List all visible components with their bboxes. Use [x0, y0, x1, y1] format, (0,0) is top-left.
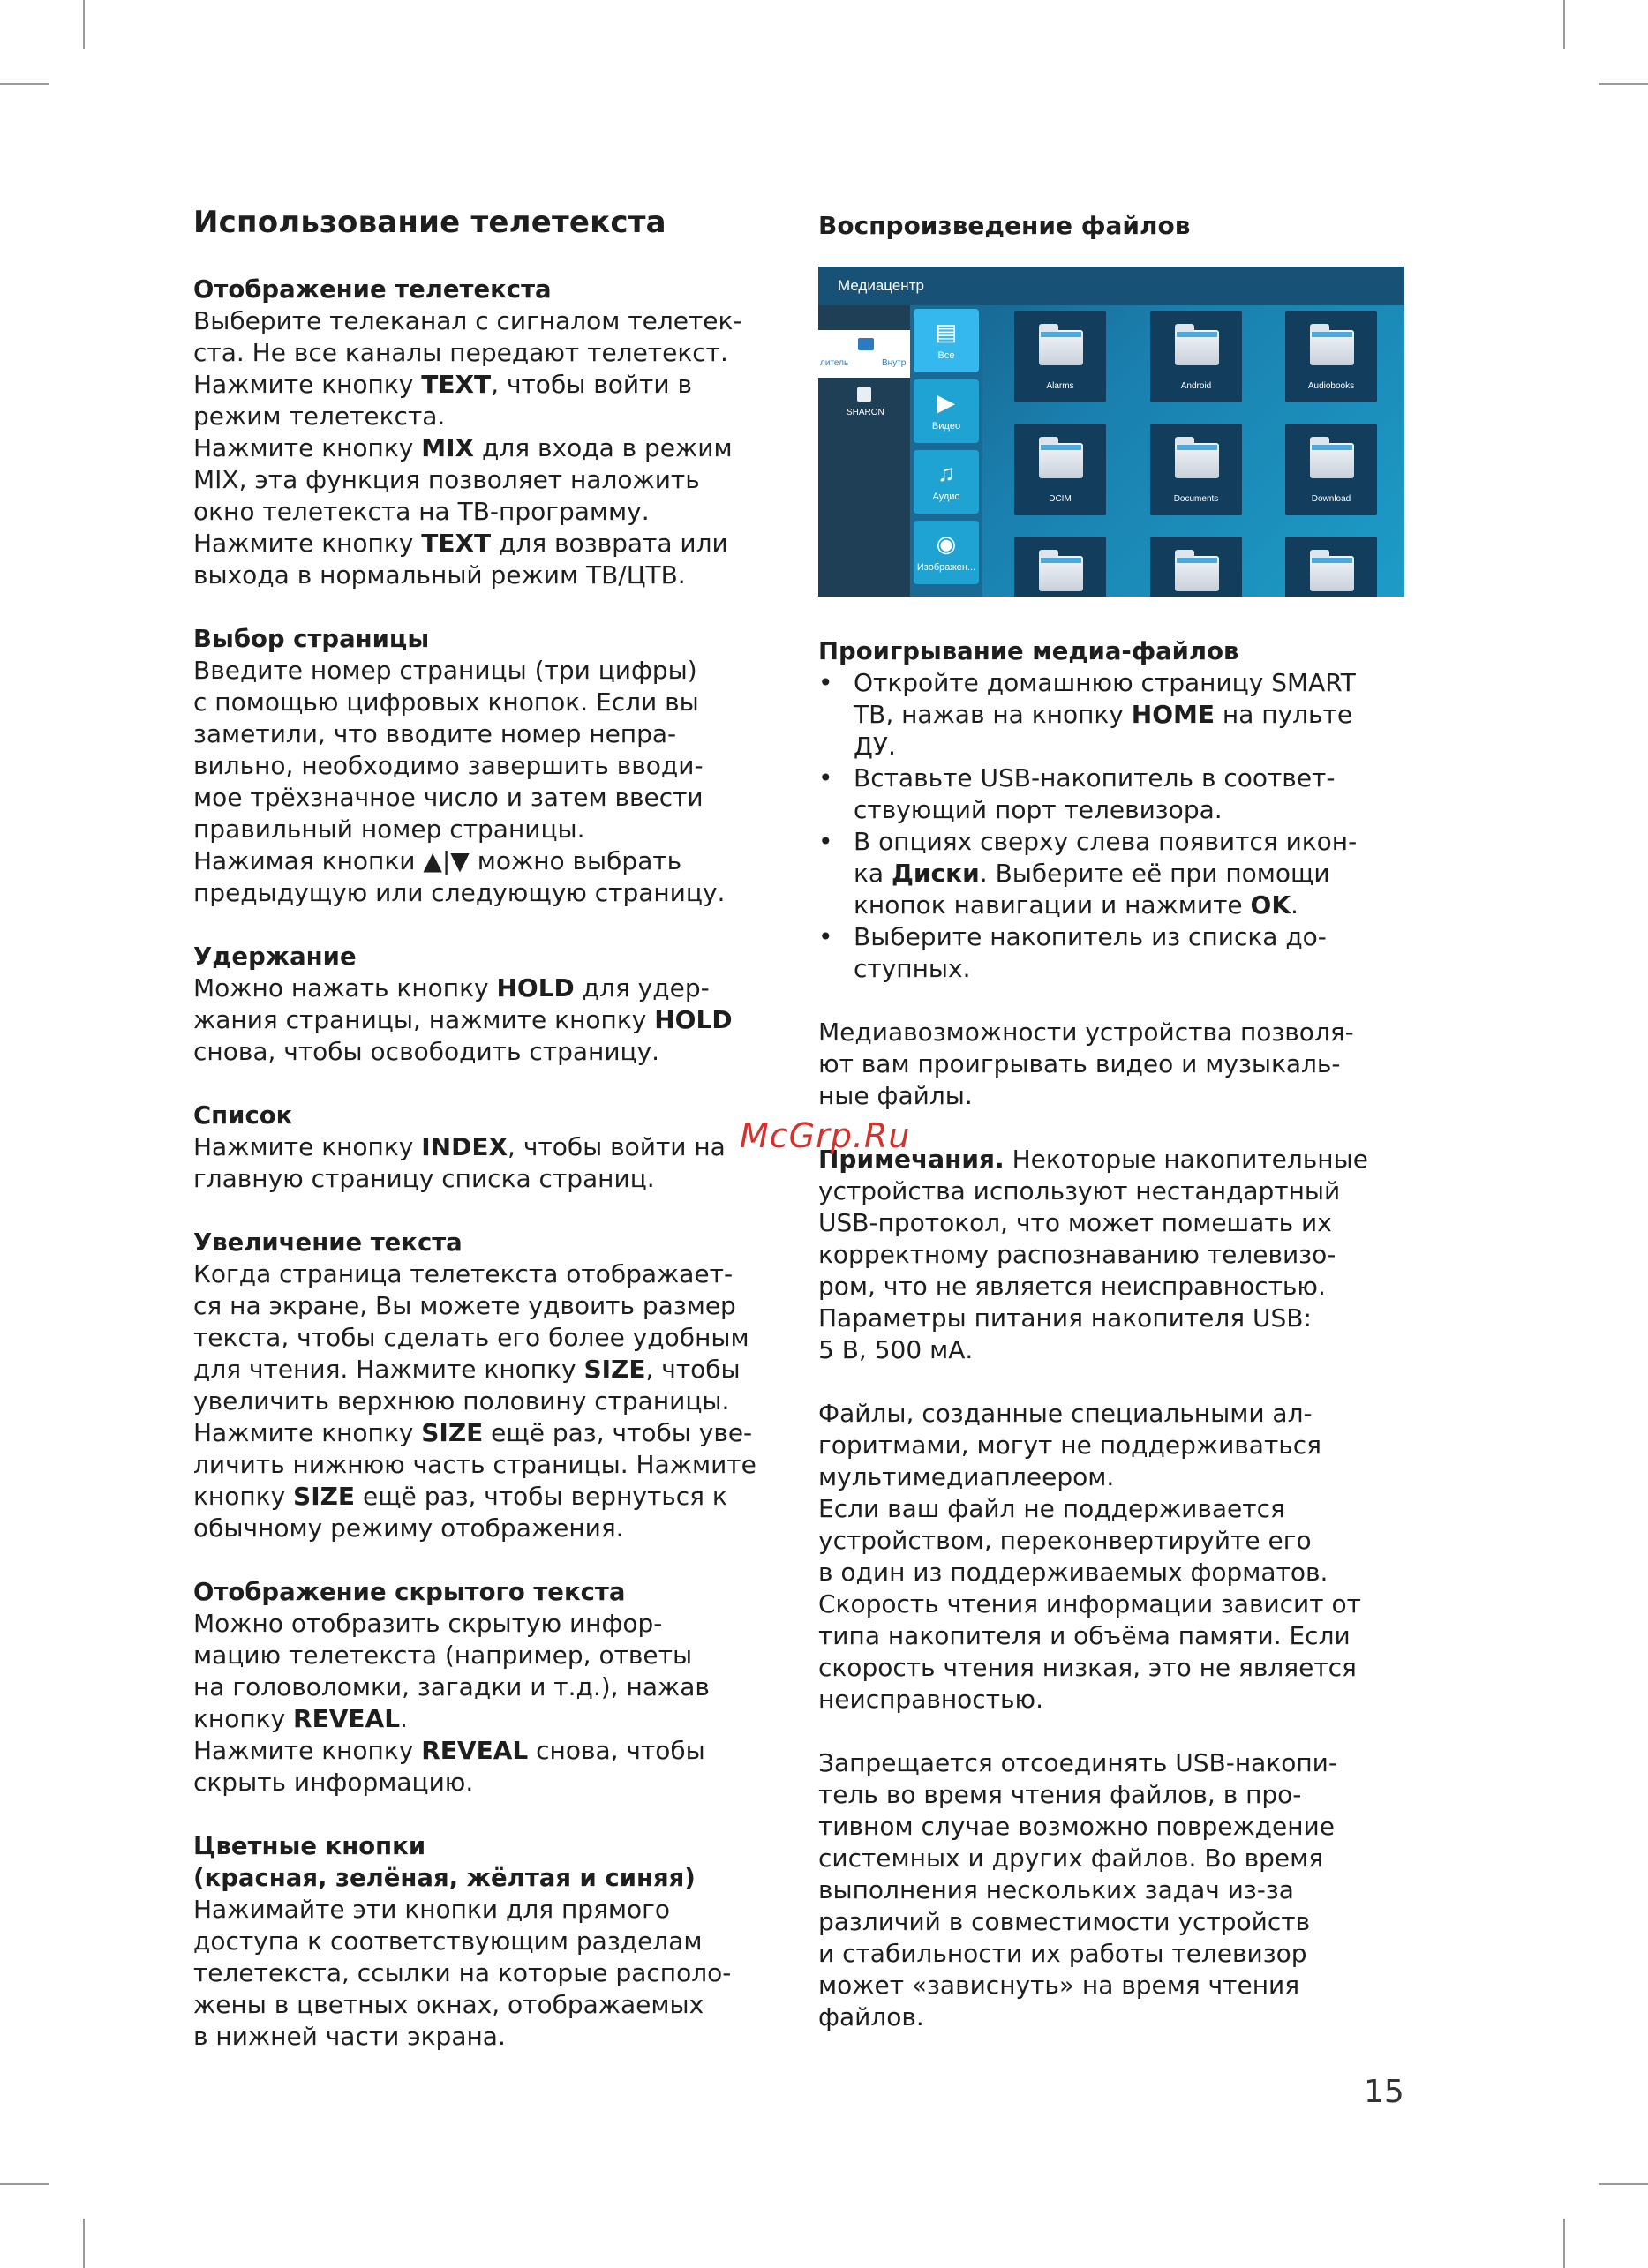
folder-icon — [1175, 556, 1219, 591]
section-heading: Список — [193, 1101, 293, 1130]
list-item: • Выберите накопитель из списка до- ступных. — [818, 921, 1410, 985]
folder-tile[interactable] — [1014, 311, 1106, 402]
category-icon: ♫ — [937, 460, 955, 486]
folder-icon — [1310, 330, 1354, 365]
section-4 — [193, 1227, 794, 1544]
folder-tile[interactable] — [1150, 424, 1242, 515]
source-tab-right-label: Внутр — [882, 358, 907, 368]
media-center-categories — [910, 305, 982, 597]
section-heading: Удержание — [193, 942, 357, 971]
playback-steps-list — [818, 667, 1410, 985]
section-heading: Отображение скрытого текста — [193, 1578, 626, 1606]
page-number: 15 — [1364, 2074, 1404, 2110]
folder-tile[interactable] — [1285, 537, 1377, 597]
section-body: Выберите телеканал с сигналом телетек- ста. Не все каналы передают телетекст. Нажмите кнопку TEXT, чтобы войти в режим телетекста. Нажмите кнопку MIX для входа в режим MIX, эта функция позволяет наложить окно телетекста на ТВ-программу. Нажмите кнопку TEXT для возврата или выхода в нормальный режим ТВ/ЦТВ. — [193, 306, 742, 590]
category-label: Аудио — [932, 492, 960, 502]
section-body: Можно нажать кнопку HOLD для удер- жания страницы, нажмите кнопку HOLD снова, чтобы освободить страницу. — [193, 973, 733, 1066]
category-label: Видео — [931, 421, 961, 432]
section-0 — [193, 274, 794, 591]
media-center-folder-grid — [982, 305, 1404, 597]
folder-tile[interactable] — [1285, 311, 1377, 402]
crop-mark — [83, 0, 85, 49]
list-item: • Вставьте USB-накопитель в соответ- ствующий порт телевизора. — [818, 762, 1410, 826]
category-tab[interactable] — [914, 309, 979, 372]
category-label: Изображен... — [916, 562, 976, 573]
page-title: Использование телетекста — [193, 205, 666, 240]
crop-mark — [1599, 2183, 1648, 2185]
section-heading: Проигрывание медиа-файлов — [818, 637, 1239, 665]
paragraph: Файлы, созданные специальными ал- горитмами, могут не поддерживаться мультимедиаплеером. Если ваш файл не поддерживается устройством, переконвертируйте его в один из поддерживаемых форматов. Скорость чтения информации зависит от типа накопителя и объёма памяти. Если скорость чтения низкая, это не является неисправностью. — [818, 1399, 1361, 1714]
category-icon: ▶ — [937, 389, 955, 416]
media-center-screenshot — [818, 267, 1404, 597]
section-6 — [193, 1830, 794, 2053]
category-tab[interactable] — [914, 379, 979, 443]
section-3 — [193, 1100, 794, 1195]
folder-icon — [1039, 556, 1083, 591]
crop-mark — [83, 2219, 85, 2268]
folder-label: Audiobooks — [1307, 381, 1355, 391]
paragraph: Запрещается отсоединять USB-накопи- тель во время чтения файлов, в про- тивном случае возможно повреждение системных и других файлов. Во время выполнения нескольких задач из-за различий в совместимости устройств и стабильности их работы телевизор может «зависнуть» на время чтения файлов. — [818, 1748, 1337, 2031]
media-center-source-panel — [818, 305, 910, 597]
category-icon: ▤ — [935, 319, 958, 345]
folder-icon — [1175, 443, 1219, 478]
folder-label: Alarms — [1046, 381, 1074, 391]
folder-tile[interactable] — [1150, 537, 1242, 597]
paragraph: Медиавозможности устройства позволя- ют вам проигрывать видео и музыкаль- ные файлы. — [818, 1018, 1354, 1110]
folder-label: Android — [1180, 381, 1212, 391]
folder-icon — [1310, 443, 1354, 478]
section-heading: Увеличение текста — [193, 1228, 463, 1257]
folder-tile[interactable] — [1014, 424, 1106, 515]
section-body: Нажмите кнопку INDEX, чтобы войти на главную страницу списка страниц. — [193, 1132, 726, 1193]
list-item: • Откройте домашнюю страницу SMART ТВ, нажав на кнопку HOME на пульте ДУ. — [818, 667, 1410, 762]
category-icon: ◉ — [936, 530, 957, 557]
section-5 — [193, 1576, 794, 1799]
folder-tile[interactable] — [1150, 311, 1242, 402]
source-tab[interactable] — [818, 330, 910, 378]
usb-drive-icon — [857, 387, 871, 402]
section-heading: Отображение телетекста — [193, 275, 552, 304]
watermark: McGrp.Ru — [740, 1116, 911, 1155]
crop-mark — [0, 2183, 49, 2185]
section-2 — [193, 941, 794, 1068]
folder-label: Documents — [1173, 494, 1219, 504]
section-media-playback — [818, 635, 1410, 985]
folder-label: DCIM — [1049, 494, 1072, 504]
media-center-header: Медиацентр — [818, 267, 1404, 305]
section-body: Можно отобразить скрытую инфор- мацию телетекста (например, ответы на головоломки, загадки и т.д.), нажав кнопку REVEAL. Нажмите кнопку REVEAL снова, чтобы скрыть информацию. — [193, 1609, 710, 1797]
crop-mark — [0, 83, 49, 85]
folder-icon — [1175, 330, 1219, 365]
section-heading: Цветные кнопки (красная, зелёная, жёлтая и синяя) — [193, 1832, 696, 1892]
section-title-playback: Воспроизведение файлов — [818, 211, 1191, 240]
section-body: Нажимайте эти кнопки для прямого доступа к соответствующим разделам телетекста, ссылки на которые располо- жены в цветных окнах, отображаемых в нижней части экрана. — [193, 1895, 732, 2051]
paragraph: Примечания. Некоторые накопительные устройства используют нестандартный USB-протокол, что может помешать их корректному распознаванию телевизо- ром, что не является неисправностью. Параметры питания накопителя USB: 5 В, 500 мА. — [818, 1145, 1368, 1364]
category-label: Все — [937, 350, 955, 361]
folder-icon — [1310, 556, 1354, 591]
crop-mark — [1599, 83, 1648, 85]
section-body: Введите номер страницы (три цифры) с помощью цифровых кнопок. Если вы заметили, что вводите номер непра- вильно, необходимо завершить вводи- мое трёхзначное число и затем ввести правильный номер страницы. Нажимая кнопки ▲|▼ можно выбрать предыдущую или следующую страницу. — [193, 656, 726, 907]
section-1 — [193, 623, 794, 909]
folder-icon — [1039, 330, 1083, 365]
crop-mark — [1563, 2219, 1565, 2268]
device-label: SHARON — [847, 408, 884, 417]
folder-tile[interactable] — [1014, 537, 1106, 597]
folder-icon — [1039, 443, 1083, 478]
left-column — [193, 201, 794, 2084]
left-sections — [193, 274, 794, 2053]
crop-mark — [1563, 0, 1565, 49]
folder-tile[interactable] — [1285, 424, 1377, 515]
category-tab[interactable] — [914, 450, 979, 514]
right-paragraphs — [818, 1017, 1410, 2033]
category-tab[interactable] — [914, 521, 979, 584]
source-tab-left-label: литель — [820, 358, 849, 368]
section-body: Когда страница телетекста отображает- ся на экране, Вы можете удвоить размер текста, чтобы сделать его более удобным для чтения. Нажмите кнопку SIZE, чтобы увеличить верхнюю половину страницы. Нажмите кнопку SIZE ещё раз, чтобы уве- личить нижнюю часть страницы. Нажмите кнопку SIZE ещё раз, чтобы вернуться к обычному режиму отображения. — [193, 1259, 756, 1543]
list-item: • В опциях сверху слева появится икон- ка Диски. Выберите её при помощи кнопок навигации и нажмите OK. — [818, 826, 1410, 921]
storage-icon — [858, 338, 874, 350]
folder-label: Download — [1311, 494, 1351, 504]
section-heading: Выбор страницы — [193, 625, 430, 653]
